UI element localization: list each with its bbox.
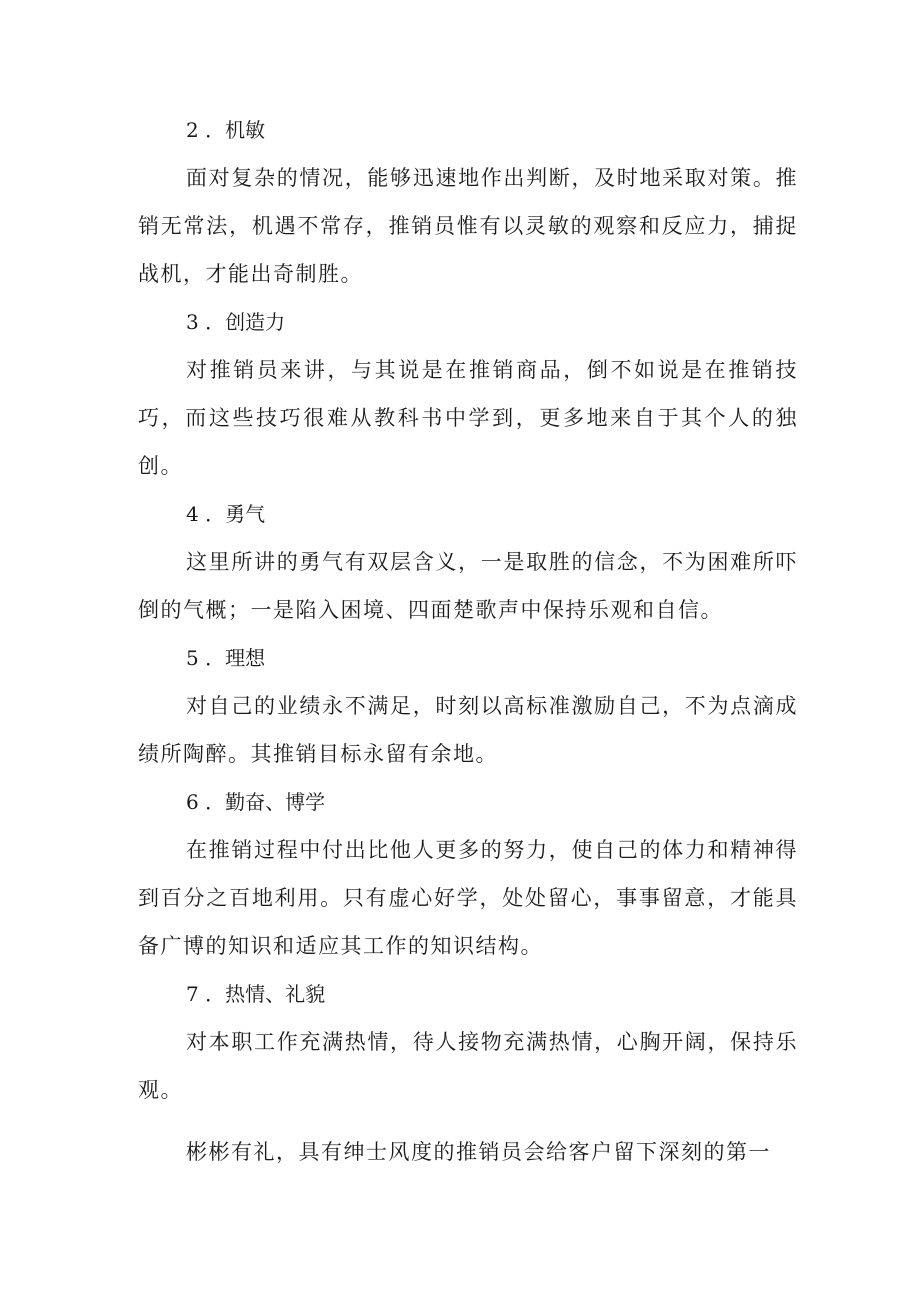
- section-5: [138, 634, 798, 778]
- section-7: [138, 970, 798, 1176]
- section-3: [138, 298, 798, 490]
- section-paragraph: 对本职工作充满热情，待人接物充满热情，心胸开阔，保持乐观。: [138, 1030, 798, 1102]
- section-heading: 2 ．机敏: [186, 118, 266, 142]
- section-heading: 4 ．勇气: [186, 502, 266, 526]
- section-heading: 5 ．理想: [186, 646, 266, 670]
- section-2: [138, 106, 798, 298]
- section-4: [138, 490, 798, 634]
- section-paragraph: 彬彬有礼，具有绅士风度的推销员会给客户留下深刻的第一: [186, 1140, 771, 1164]
- section-paragraph: 在推销过程中付出比他人更多的努力，使自己的体力和精神得到百分之百地利用。只有虚心好学，处处留心，事事留意，才能具备广博的知识和适应其工作的知识结构。: [138, 838, 798, 958]
- section-heading: 3 ．创造力: [186, 310, 286, 334]
- section-6: [138, 778, 798, 970]
- section-paragraph: 这里所讲的勇气有双层含义，一是取胜的信念，不为困难所吓倒的气概；一是陷入困境、四面楚歌声中保持乐观和自信。: [138, 550, 798, 622]
- section-paragraph: 对推销员来讲，与其说是在推销商品，倒不如说是在推销技巧，而这些技巧很难从教科书中学到，更多地来自于其个人的独创。: [138, 358, 798, 478]
- section-paragraph: 面对复杂的情况，能够迅速地作出判断，及时地采取对策。推销无常法，机遇不常存，推销员惟有以灵敏的观察和反应力，捕捉战机，才能出奇制胜。: [138, 166, 798, 286]
- section-paragraph: 对自己的业绩永不满足，时刻以高标准激励自己，不为点滴成绩所陶醉。其推销目标永留有余地。: [138, 694, 798, 766]
- section-heading: 7 ．热情、礼貌: [186, 982, 326, 1006]
- document-page: [138, 106, 798, 1176]
- section-heading: 6 ．勤奋、博学: [186, 790, 326, 814]
